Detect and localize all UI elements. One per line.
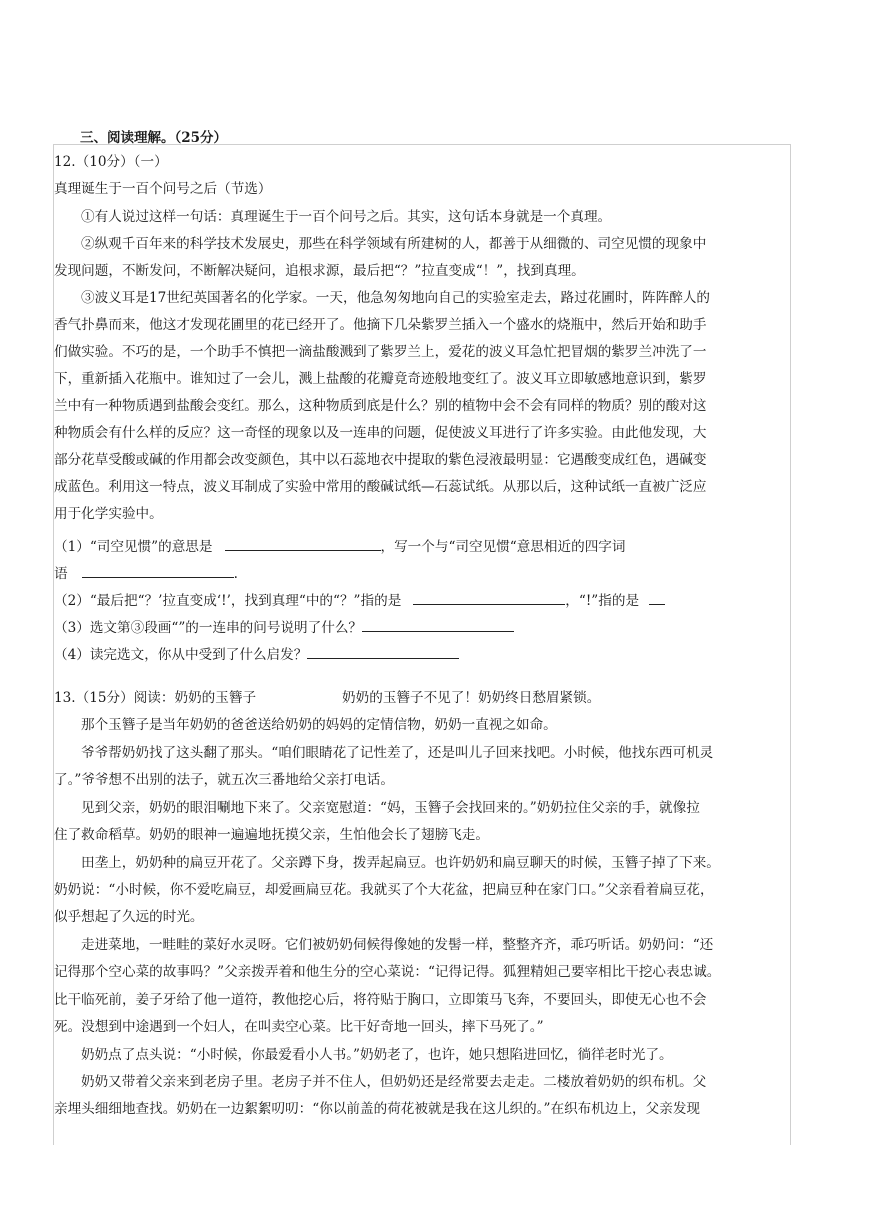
q12-sub1 [54, 537, 626, 556]
q12-para-3-line-4: 下，重新插入花瓶中。谁知过了一会儿，溅上盐酸的花瓣竟奇迹般地变红了。波义耳立即敏感地意识到，紫罗 [54, 371, 707, 387]
q12-sub1-word-blank[interactable] [82, 564, 234, 578]
q12-sub4 [54, 645, 459, 664]
q12-para-3-line-6: 种物质会有什么样的反应？这一奇怪的现象以及一连串的问题，促使波义耳进行了许多实验。由此他发现，大 [54, 425, 707, 441]
q13-opening-line: 奶奶的玉簪子不见了！奶奶终日愁眉紧锁。 [342, 690, 601, 706]
q12-sub1-word-label: 语 [54, 566, 68, 582]
q12-sub2-question-mark-blank[interactable] [413, 591, 565, 605]
q12-sub1-prompt-cont: ，写一个与“司空见惯“意思相近的四字词 [380, 539, 626, 555]
q12-sub1-line-2 [54, 564, 238, 583]
q12-para-3-line-1: ③波义耳是17世纪英国著名的化学家。一天，他急匆匆地向自己的实验室走去，路过花圃时，阵阵醉人的 [81, 290, 711, 306]
q12-para-2-line-1: ②纵观千百年来的科学技术发展史，那些在科学领域有所建树的人，都善于从细微的、司空见惯的现象中 [81, 236, 707, 252]
q12-para-3-line-9: 用于化学实验中。 [54, 506, 163, 522]
q13-para-7-line-2: 亲埋头细细地查找。奶奶在一边絮絮叨叨：“你以前盖的荷花被就是我在这儿织的。”在织布机边上，父亲发现 [54, 1101, 701, 1117]
q13-para-3-line-1: 见到父亲，奶奶的眼泪唰地下来了。父亲宽慰道：“妈，玉簪子会找回来的。”奶奶拉住父亲的手，就像拉 [81, 800, 700, 816]
q12-para-3-line-2: 香气扑鼻而来，他这才发现花圃里的花已经开了。他摘下几朵紫罗兰插入一个盛水的烧瓶中，然后开始和助手 [54, 317, 707, 333]
q13-para-2-line-1: 爷爷帮奶奶找了这头翻了那头。“咱们眼睛花了记性差了，还是叫儿子回来找吧。小时候，他找东西可机灵 [81, 745, 714, 761]
q12-sub4-prompt: （4）读完选文，你从中受到了什么启发？ [54, 647, 308, 663]
q12-sub2-prompt: （2）“最后把“？’拉直变成‘!’，找到真理“中的“？”指的是 [54, 593, 402, 609]
q13-para-5-line-1: 走进菜地，一畦畦的菜好水灵呀。它们被奶奶伺候得像她的发髻一样，整整齐齐，乖巧听话。奶奶问：“还 [81, 937, 714, 953]
q13-para-5-line-4: 死。没想到中途遇到一个妇人，在叫卖空心菜。比干好奇地一回头，摔下马死了。” [54, 1019, 544, 1035]
q12-para-1: ①有人说过这样一句话：真理诞生于一百个问号之后。其实，这句话本身就是一个真理。 [81, 209, 612, 225]
q13-para-2-line-2: 了。”爷爷想不出别的法子，就五次三番地给父亲打电话。 [54, 772, 394, 788]
q13-para-3-line-2: 住了救命稻草。奶奶的眼神一遍遍地抚摸父亲，生怕他会长了翅膀飞走。 [54, 827, 489, 843]
q13-para-5-line-2: 记得那个空心菜的故事吗？”父亲拨弄着和他生分的空心菜说：“记得记得。狐狸精妲己要宰相比干挖心表忠诚。 [54, 964, 721, 980]
q12-sub2-exclamation-blank[interactable] [649, 591, 665, 605]
q13-para-4-line-3: 似乎想起了久远的时光。 [54, 909, 204, 925]
q12-sub1-prompt: （1）“司空见惯”的意思是 [54, 539, 213, 555]
q12-sub3-answer-blank[interactable] [362, 618, 514, 632]
q12-sub1-period: . [233, 566, 238, 582]
q12-source-title: 真理诞生于一百个问号之后（节选） [54, 181, 272, 197]
q13-title: 13.（15分）阅读：奶奶的玉簪子 [54, 690, 257, 706]
q12-para-2-line-2: 发现问题，不断发问，不断解决疑问，追根求源，最后把“？”拉直变成“！”，找到真理。 [54, 263, 585, 279]
q12-para-3-line-8: 成蓝色。利用这一特点，波义耳制成了实验中常用的酸碱试纸—石蕊试纸。从那以后，这种试纸一直被广泛应 [54, 479, 707, 495]
q13-para-7-line-1: 奶奶又带着父亲来到老房子里。老房子并不住人，但奶奶还是经常要去走走。二楼放着奶奶的织布机。父 [81, 1074, 707, 1090]
q12-para-3-line-7: 部分花草受酸或碱的作用都会改变颜色，其中以石蕊地衣中提取的紫色浸液最明显：它遇酸变成红色，遇碱变 [54, 452, 707, 468]
q13-para-5-line-3: 比干临死前，姜子牙给了他一道符，教他挖心后，将符贴于胸口，立即策马飞奔，不要回头，即使无心也不会 [54, 992, 707, 1008]
q13-para-4-line-1: 田垄上，奶奶种的扁豆开花了。父亲蹲下身，拨弄起扁豆。也许奶奶和扁豆聊天的时候，玉簪子掉了下来。 [81, 855, 720, 871]
q13-para-1: 那个玉簪子是当年奶奶的爸爸送给奶奶的妈妈的定情信物，奶奶一直视之如命。 [81, 717, 557, 733]
q12-sub4-answer-blank[interactable] [307, 645, 459, 659]
q13-header [54, 689, 600, 707]
q13-para-6: 奶奶点了点头说：“小时候，你最爱看小人书。”奶奶老了，也许，她只想陷进回忆，徜徉老时光了。 [81, 1047, 673, 1063]
q12-header: 12.（10分）（一） [54, 154, 168, 170]
q13-para-4-line-2: 奶奶说：“小时候，你不爱吃扁豆，却爱画扁豆花。我就买了个大花盆，把扁豆种在家门口。”父亲看着扁豆花， [54, 882, 714, 898]
q12-para-3-line-3: 们做实验。不巧的是，一个助手不慎把一滴盐酸溅到了紫罗兰上，爱花的波义耳急忙把冒烟的紫罗兰冲洗了一 [54, 344, 707, 360]
q12-sub3 [54, 618, 514, 637]
q12-sub3-prompt: （3）选文第③段画“”的一连串的问号说明了什么？ [54, 620, 363, 636]
q12-sub2-prompt-cont: ，“!”指的是 [565, 593, 640, 609]
q12-sub1-answer-blank[interactable] [225, 537, 381, 551]
q12-para-3-line-5: 兰中有一种物质遇到盐酸会变红。那么，这种物质到底是什么？别的植物中会不会有同样的物质？别的酸对这 [54, 398, 707, 414]
q12-sub2 [54, 591, 665, 610]
section-title: 三、阅读理解。（25分） [80, 130, 228, 146]
